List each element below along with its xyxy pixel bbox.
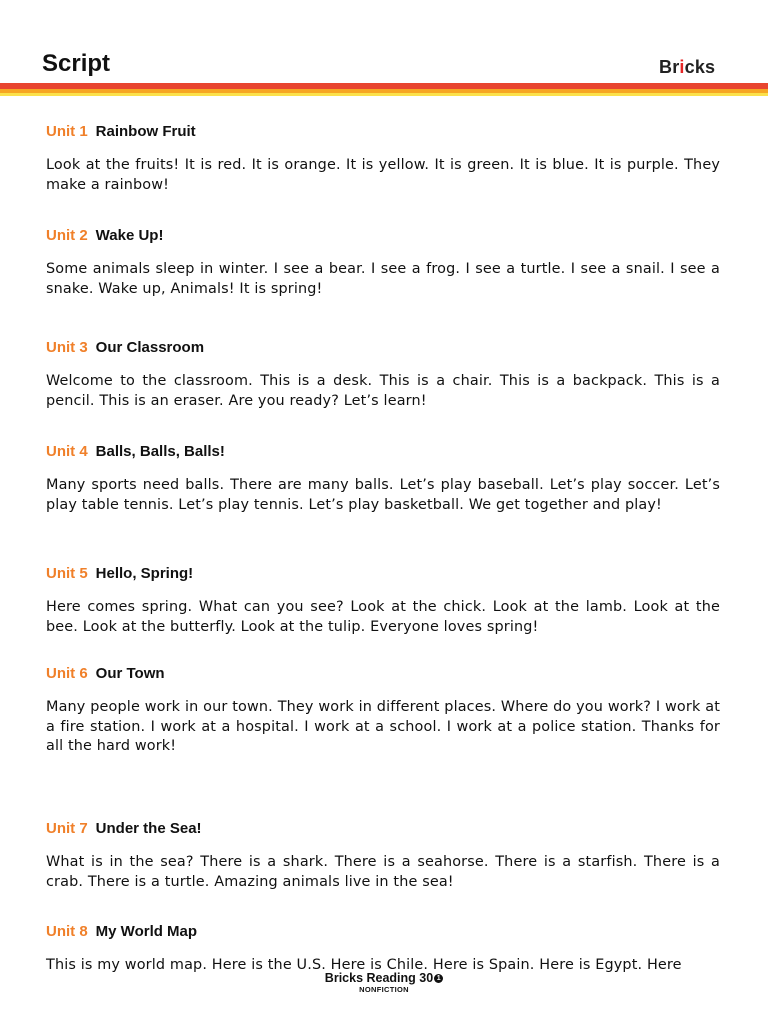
unit-script-text: Welcome to the classroom. This is a desk. This is a chair. This is a backpack. This is a pencil. This is an eraser. Are you ready? Let’s learn! [46, 373, 720, 409]
unit-section [46, 565, 720, 637]
header-stripe-yellow [0, 93, 768, 96]
unit-section [46, 665, 720, 757]
footer-logo-subtitle: NONFICTION [359, 985, 409, 994]
unit-heading [46, 665, 720, 683]
unit-number: Unit 8 [46, 923, 88, 940]
logo-text-start: Br [659, 57, 680, 77]
unit-section [46, 227, 720, 299]
logo-text-i: i [679, 57, 685, 77]
unit-number: Unit 7 [46, 820, 88, 837]
unit-script-text: Many people work in our town. They work in different places. Where do you work? I work at a fire station. I work at a hospital. I work at a school. I work at a police station. Thanks for all the hard work! [46, 699, 720, 754]
unit-number: Unit 4 [46, 443, 88, 460]
bricks-logo [659, 57, 715, 78]
unit-script-text: Here comes spring. What can you see? Look at the chick. Look at the lamb. Look at the bee. Look at the butterfly. Look at the tulip. Everyone loves spring! [46, 599, 720, 635]
unit-heading [46, 227, 720, 245]
unit-title: Our Town [95, 665, 165, 682]
unit-section [46, 443, 720, 515]
unit-title: Hello, Spring! [95, 565, 194, 582]
unit-number: Unit 1 [46, 123, 88, 140]
unit-script-text: This is my world map. Here is the U.S. Here is Chile. Here is Spain. Here is Egypt. Here [46, 957, 682, 973]
unit-script-text: What is in the sea? There is a shark. There is a seahorse. There is a starfish. There is a crab. There is a turtle. Amazing animals live in the sea! [46, 854, 720, 890]
unit-section [46, 339, 720, 411]
unit-title: Our Classroom [95, 339, 205, 356]
footer-logo-title: Bricks Reading 30 [324, 971, 434, 985]
unit-section [46, 923, 720, 976]
unit-script-text: Some animals sleep in winter. I see a bear. I see a frog. I see a turtle. I see a snail. I see a snake. Wake up, Animals! It is spring! [46, 261, 720, 297]
unit-number: Unit 2 [46, 227, 88, 244]
unit-heading [46, 923, 720, 941]
unit-number: Unit 5 [46, 565, 88, 582]
unit-title: Under the Sea! [95, 820, 202, 837]
unit-number: Unit 6 [46, 665, 88, 682]
unit-number: Unit 3 [46, 339, 88, 356]
footer-logo-main [318, 971, 450, 985]
unit-title: Wake Up! [95, 227, 164, 244]
unit-title: My World Map [95, 923, 198, 940]
unit-heading [46, 123, 720, 141]
unit-heading [46, 443, 720, 461]
footer-logo-level-mark: 1 [434, 974, 443, 983]
unit-heading [46, 339, 720, 357]
footer-logo [318, 971, 450, 994]
logo-text-end: cks [684, 57, 716, 77]
unit-heading [46, 820, 720, 838]
unit-title: Rainbow Fruit [95, 123, 196, 140]
unit-script-text: Many sports need balls. There are many balls. Let’s play baseball. Let’s play soccer. Let’s play table tennis. Let’s play tennis. Let’s play basketball. We get together and play! [46, 477, 720, 513]
unit-section [46, 123, 720, 195]
page-title: Script [42, 50, 111, 77]
unit-title: Balls, Balls, Balls! [95, 443, 225, 460]
unit-section [46, 820, 720, 892]
unit-script-text: Look at the fruits! It is red. It is orange. It is yellow. It is green. It is blue. It is purple. They make a rainbow! [46, 157, 720, 193]
unit-heading [46, 565, 720, 583]
